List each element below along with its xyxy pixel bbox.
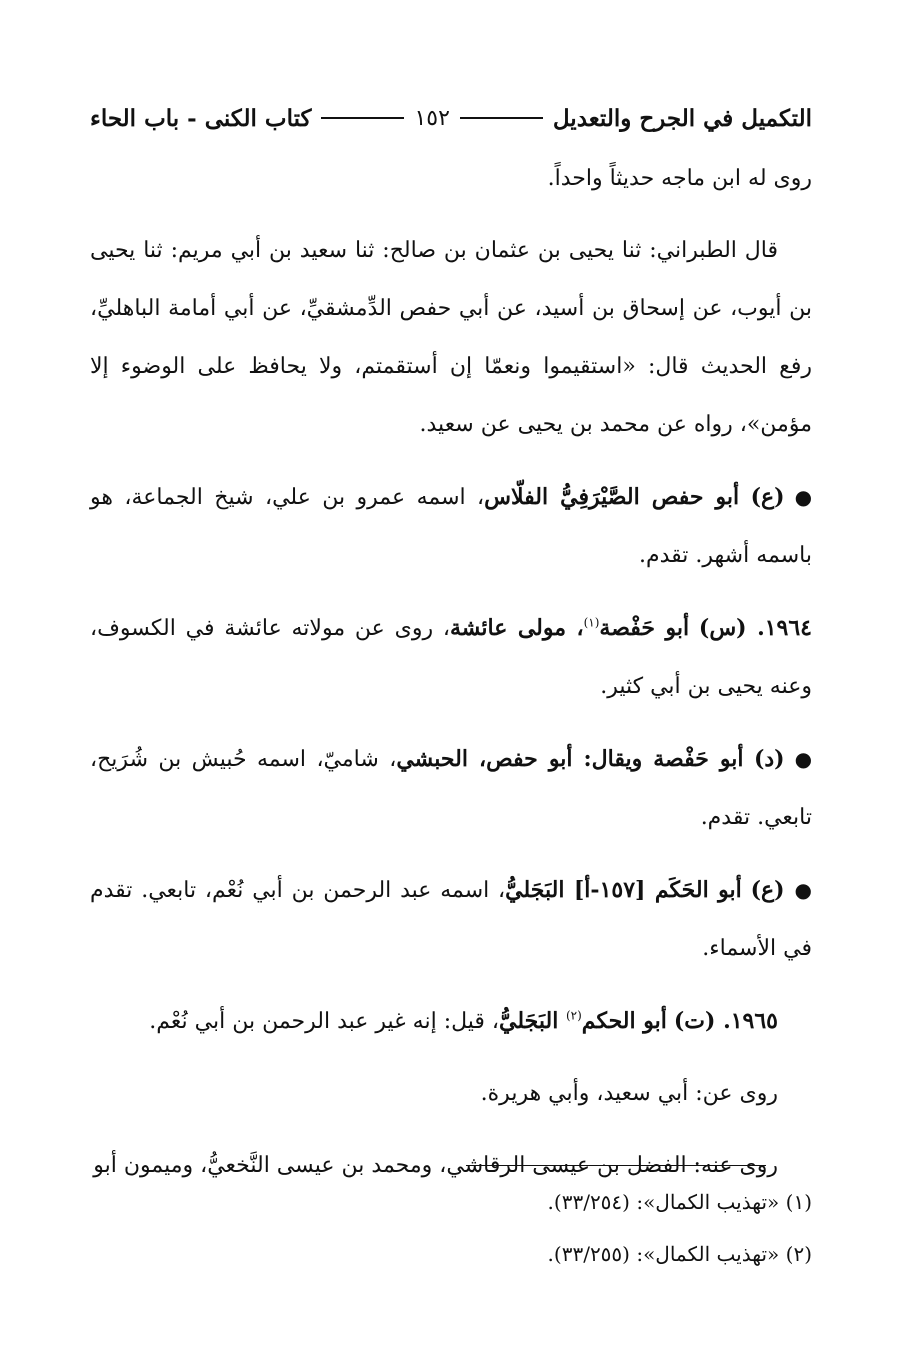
header-separator bbox=[460, 117, 543, 119]
entry-name: أبو الحكم bbox=[581, 1008, 667, 1034]
entry-name: البَجَليُّ bbox=[499, 1008, 566, 1034]
entry-abu-hafsa-habashi bbox=[90, 730, 812, 847]
paragraph: روى له ابن ماجه حديثاً واحداً. bbox=[547, 166, 812, 191]
entry-code: ١٩٦٥. (ت) bbox=[673, 1008, 778, 1034]
entry-name: أبو حفص الصَّيْرَفِيُّ الفلّاس bbox=[484, 484, 740, 510]
footnote-divider bbox=[466, 1165, 766, 1166]
entry-code: (ع) bbox=[750, 484, 785, 510]
entry-code: (ع) bbox=[750, 877, 785, 903]
bullet-icon: ● bbox=[794, 485, 813, 509]
entry-abu-hafs-sayrafi bbox=[90, 468, 812, 585]
book-title: التكميل في الجرح والتعديل bbox=[552, 104, 812, 132]
entry-1965 bbox=[90, 992, 812, 1051]
entry-code: ١٩٦٤. (س) bbox=[698, 615, 812, 641]
header-separator bbox=[321, 117, 404, 119]
entry-name: أبو حَفْصة bbox=[599, 615, 690, 641]
footnotes bbox=[90, 1176, 812, 1280]
page-number: ١٥٢ bbox=[414, 105, 450, 131]
entry-text: ، اسمه عبد الرحمن بن أبي نُعْم، تابعي. تقدم في الأسماء. bbox=[90, 878, 812, 961]
entry-name: أبو الحَكَم [١٥٧-أ] البَجَليُّ bbox=[505, 877, 742, 903]
running-header bbox=[90, 96, 812, 140]
entry-text: ، اسمه عمرو بن علي، شيخ الجماعة، هو باسمه أشهر. تقدم. bbox=[90, 485, 812, 568]
footnote-ref: (٢) bbox=[565, 1008, 582, 1023]
paragraph: روى عنه: الفضل بن عيسى الرقاشي، ومحمد بن عيسى النَّخعيُّ، وميمون أبو bbox=[93, 1153, 778, 1178]
entry-text: ، شاميّ، اسمه حُبيش بن شُرَيح، تابعي. تقدم. bbox=[90, 747, 812, 830]
footnote: (٢) «تهذيب الكمال»: (٣٣/٢٥٥). bbox=[547, 1242, 812, 1266]
entry-name: أبو حَفْصة ويقال: أبو حفص، الحبشي bbox=[396, 746, 744, 772]
footnote-ref: (١) bbox=[583, 615, 600, 630]
entry-abu-al-hakam bbox=[90, 861, 812, 978]
entry-code: (د) bbox=[753, 746, 785, 772]
footnote: (١) «تهذيب الكمال»: (٣٣/٢٥٤). bbox=[547, 1190, 812, 1214]
entry-name: ، مولى عائشة bbox=[449, 615, 584, 641]
paragraph: قال الطبراني: ثنا يحيى بن عثمان بن صالح: ثنا سعيد بن أبي مريم: ثنا يحيى بن أيوب، عن إسحاق بن أسيد، عن أبي حفص الدِّمشقيِّ، عن أبي أمامة الباهليِّ، رفع الحديث قال: «استقيموا ونعمّا إن أستقمتم، ولا يحافظ على الوضوء إلا مؤمن»، رواه عن محمد بن يحيى عن سعيد. bbox=[90, 238, 812, 437]
entry-text: ، روى عن مولاته عائشة في الكسوف، وعنه يحيى بن أبي كثير. bbox=[90, 616, 812, 699]
paragraph: روى عن: أبي سعيد، وأبي هريرة. bbox=[480, 1081, 778, 1106]
section-title: كتاب الكنى - باب الحاء bbox=[90, 104, 312, 132]
entry-1964 bbox=[90, 599, 812, 716]
main-text bbox=[90, 150, 812, 1195]
bullet-icon: ● bbox=[794, 747, 813, 771]
bullet-icon: ● bbox=[794, 878, 812, 902]
entry-text: ، قيل: إنه غير عبد الرحمن بن أبي نُعْم. bbox=[149, 1009, 500, 1034]
